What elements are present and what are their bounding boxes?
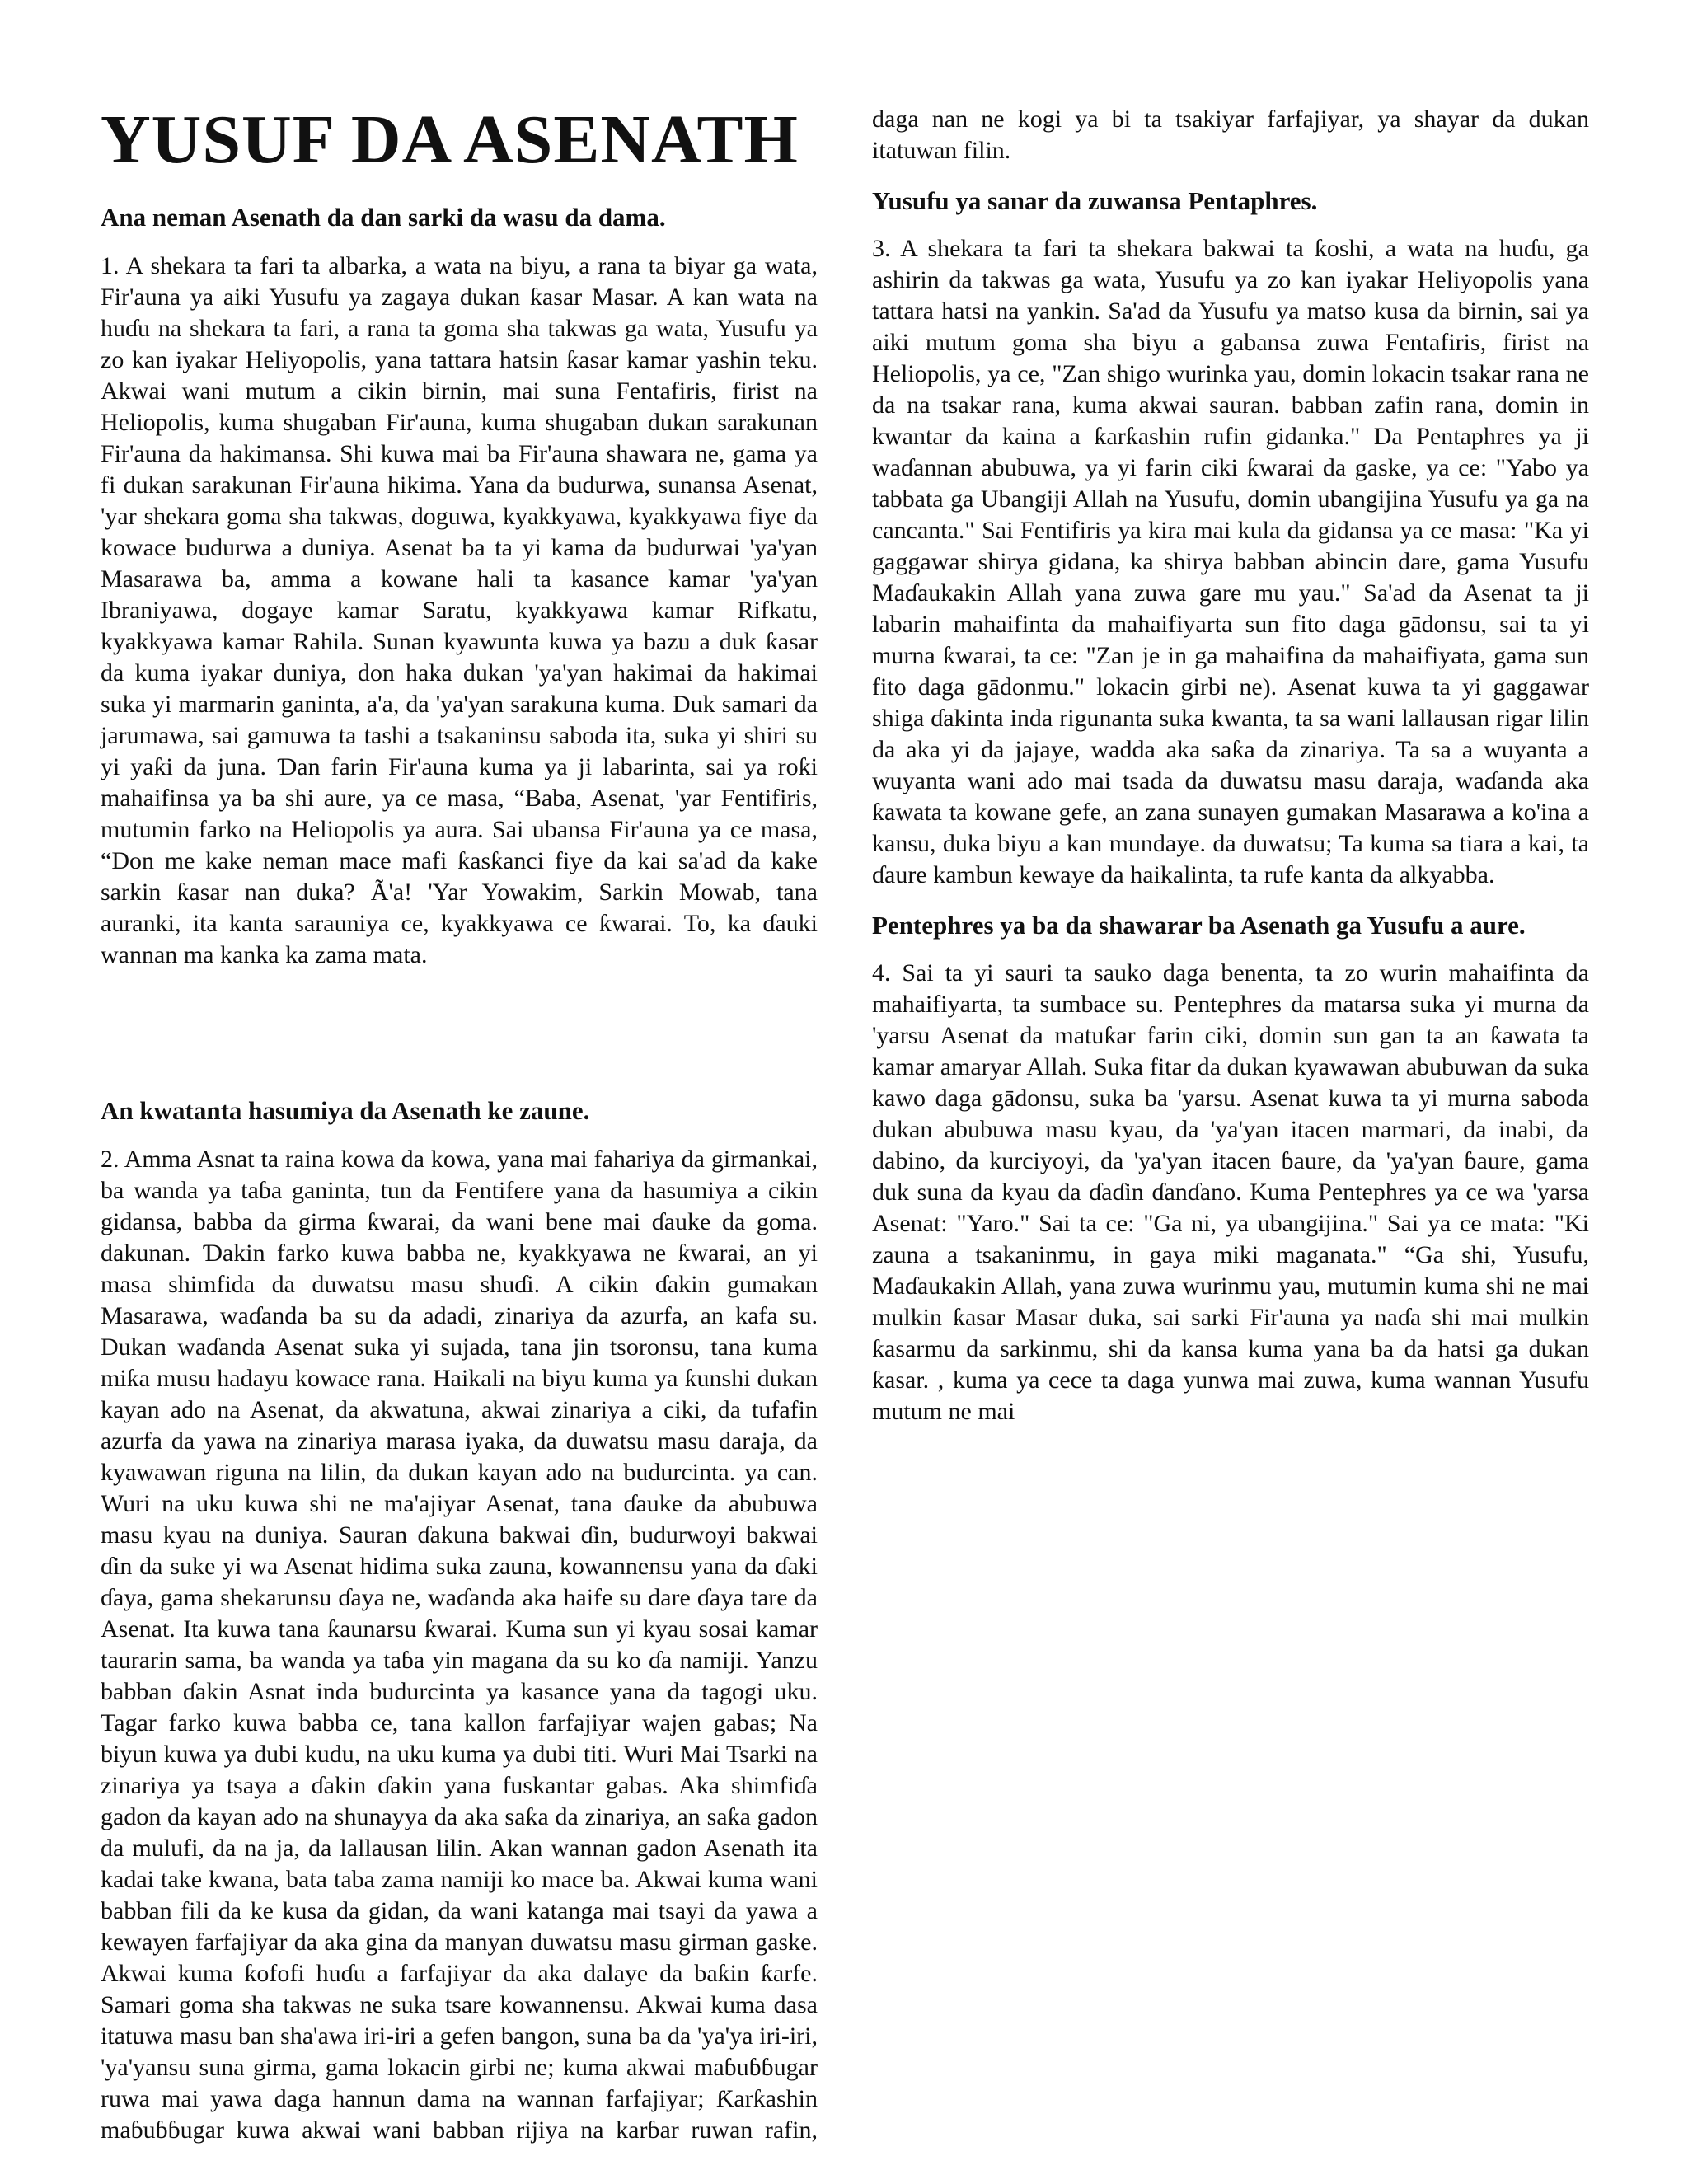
section-paragraph-4: 4. Sai ta yi sauri ta sauko daga benenta, ta zo wurin mahaifinta da mahaifiyarta, ta sumbace su. Pentephres da matarsa suka yi murna da 'yarsu Asenat da matuƙar farin ciki, domin sun gan ta an ƙawata ta kamar amaryar Allah. Suka fitar da dukan kyawawan abubuwan da suka kawo daga gādonsu, suka ba 'yarsu. Asenat kuwa ta yi murna saboda dukan abubuwa masu kyau, da 'ya'yan itacen marmari, da inabi, da dabino, da kurciyoyi, da 'ya'yan itacen ɓaure, da 'ya'yan ɓaure, gama duk suna da kyau da ɗaɗin ɗanɗano. Kuma Pentephres ya ce wa 'yarsa Asenat: "Yaro." Sai ta ce: "Ga ni, ya ubangijina." Sai ya ce mata: "Ki zauna a tsakaninmu, in gaya miki maganata." “Ga shi, Yusufu, Maɗaukakin Allah, yana zuwa wurinmu yau, mutumin kuma shi ne mai mulkin ƙasar Masar duka, sai sarki Fir'auna ya naɗa shi mai mulkin ƙasarmu da sarkinmu, shi da kansa kuma yana ba da hatsi ga dukan ƙasar. , kuma ya cece ta daga yunwa mai zuwa, kuma wannan Yusufu mutum ne mai (872, 959, 1589, 1425)
section-paragraph-2: 2. Amma Asnat ta raina kowa da kowa, yana mai fahariya da girmankai, ba wanda ya taɓa ganinta, tun da Fentifere yana da hasumiya a cikin gidansa, babba da girma ƙwarai, da wani bene mai ɗauke da goma. dakunan. Ɗakin farko kuwa babba ne, kyakkyawa ne ƙwarai, an yi masa shimfida da duwatsu masu shuɗi. A cikin ɗakin gumakan Masarawa, waɗanda ba su da adadi, zinariya da azurfa, an kafa su. Dukan waɗanda Asenat suka yi sujada, tana jin tsoronsu, tana kuma miƙa musu hadayu kowace rana. Haikali na biyu kuma ya ƙunshi dukan kayan ado na Asenat, da akwatuna, akwai zinariya a ciki, da tufafin azurfa da yawa na zinariya marasa iyaka, da duwatsu masu daraja, da kyawawan riguna na lilin, da dukan kayan ado na budurcinta. ya can. Wuri na uku kuwa shi ne ma'ajiyar Asenat, tana ɗauke da abubuwa masu kyau na duniya. Sauran ɗakuna bakwai ɗin, budurwoyi bakwai ɗin da suke yi wa Asenat hidima suka zauna, kowannensu yana da ɗaki ɗaya, gama shekarunsu ɗaya ne, waɗanda aka haife su dare ɗaya tare da Asenat. Ita kuwa tana ƙaunarsu ƙwarai. Kuma sun yi kyau sosai kamar taurarin sama, ba wanda ya taɓa yin magana da su ko ɗa namiji. Yanzu babban ɗakin Asnat inda budurcinta ya kasance yana da tagogi uku. Tagar farko kuwa babba ce, tana kallon farfajiyar wajen gabas; Na biyun kuwa ya dubi kudu, na uku kuma ya dubi titi. Wuri Mai Tsarki na zinariya ya tsaya a ɗakin ɗakin yana fuskantar gabas. Aka shimfiɗa gadon da kayan ado na shunayya da aka saƙa da zinariya, an saƙa gadon da mulufi, da na ja, da lallausan lilin. Akan wannan gadon Asenath ita kadai take kwana, bata taba zama namiji ko mace ba. Akwai kuma wani babban fili da ke kusa da gidan, da wani katanga mai tsayi da yawa a kewayen farfajiyar da aka gina da manyan duwatsu masu girman gaske. Akwai kuma ƙofofi huɗu a farfajiyar da aka dalaye da baƙin ƙarfe. Samari goma sha takwas ne suka tsare kowannensu. Akwai kuma dasa itatuwa masu ban sha'awa iri-iri a gefen bangon, suna ba da 'ya'ya iri-iri, 'ya'yansu suna girma, gama lokacin girbi ne; kuma akwai maɓuɓɓugar ruwa mai yawa daga hannun dama na wannan farfajiyar; Ƙarƙashin maɓuɓɓugar kuwa akwai wani babban rijiya na karɓar ruwan rafin, (101, 1146, 818, 2144)
section-paragraph-1: 1. A shekara ta fari ta albarka, a wata na biyu, a rana ta biyar ga wata, Fir'auna ya aiki Yusufu ya zagaya dukan ƙasar Masar. A kan wata na huɗu na shekara ta fari, a rana ta goma sha takwas ga wata, Yusufu ya zo kan iyakar Heliyopolis, yana tattara hatsin ƙasar kamar yashin teku. Akwai wani mutum a cikin birnin, mai suna Fentafiris, firist na Heliopolis, kuma shugaban Fir'auna, kuma shugaban dukan sarakunan Fir'auna da hakimansa. Shi kuwa mai ba Fir'auna shawara ne, gama ya fi dukan sarakunan Fir'auna hikima. Yana da budurwa, sunansa Asenat, 'yar shekara goma sha takwas, doguwa, kyakkyawa, kyakkyawa fiye da kowace budurwa a duniya. Asenat ba ta yi kama da budurwai 'ya'yan Masarawa ba, amma a kowane hali ta kasance kamar 'ya'yan Ibraniyawa, dogaye kamar Saratu, kyakkyawa kamar Rifkatu, kyakkyawa kamar Rahila. Sunan kyawunta kuwa ya bazu a duk ƙasar da kuma iyakar duniya, don haka dukan 'ya'yan hakimai da hakimai suka yi marmarin ganinta, a'a, da 'ya'yan sarakuna kuma. Duk samari da jarumawa, sai gamuwa ta tashi a tsakaninsu saboda ita, suka yi shiri su yi yaƙi da juna. Ɗan farin Fir'auna kuma ya ji labarinta, sai ya roƙi mahaifinsa ya ba shi aure, ya ce masa, “Baba, Asenat, 'yar Fentifiris, mutumin farko na Heliopolis ya aura. Sai ubansa Fir'auna ya ce masa, “Don me kake neman mace mafi ƙasƙanci fiye da kai sa'ad da kake sarkin ƙasar nan duka? Ã'a! 'Yar Yowakim, Sarkin Mowab, tana auranki, ita kanta sarauniya ce, kyakkyawa ce ƙwarai. To, ka ɗauki wannan ma kanka ka zama mata. (101, 252, 818, 968)
section-heading-3: Yusufu ya sanar da zuwansa Pentaphres. (872, 186, 1318, 215)
section-heading-1: Ana neman Asenath da dan sarki da wasu da dama. (101, 203, 666, 232)
section-paragraph-2-continued: daga nan ne kogi ya bi ta tsakiyar farfajiyar, ya shayar da dukan itatuwan filin. (872, 105, 1589, 164)
section-paragraph-3: 3. A shekara ta fari ta shekara bakwai ta ƙoshi, a wata na huɗu, ga ashirin da takwas ga wata, Yusufu ya zo kan iyakar Heliyopolis yana tattara hatsi na yankin. Sa'ad da Yusufu ya matso kusa da birnin, sai ya aiki mutum goma sha biyu a gabansa zuwa Fentafiris, firist na Heliopolis, ya ce, "Zan shigo wurinka yau, domin lokacin tsakar rana ne da na tsakar rana, kuma akwai sauran. babban zafin rana, domin in kwantar da kaina a ƙarƙashin rufin gidanka." Da Pentaphres ya ji waɗannan abubuwa, ya yi farin ciki ƙwarai da gaske, ya ce: "Yabo ya tabbata ga Ubangiji Allah na Yusufu, domin ubangijina Yusufu ya ga na cancanta." Sai Fentifiris ya kira mai kula da gidansa ya ce masa: "Ka yi gaggawar shirya gidana, ka shirya babban abincin dare, gama Yusufu Maɗaukakin Allah yana zuwa gare mu yau." Sa'ad da Asenat ta ji labarin mahaifinta da mahaifiyarta sun fito daga gādonsu, sai ta yi murna ƙwarai, ta ce: "Zan je in ga mahaifina da mahaifiyata, gama sun fito daga gādonmu." lokacin girbi ne). Asenat kuwa ta yi gaggawar shiga ɗakinta inda rigunanta suka kwanta, ta sa wani lallausan rigar lilin da aka yi da jajaye, wadda aka saƙa da zinariya. Ta sa a wuyanta a wuyanta wani ado mai tsada da duwatsu masu daraja, waɗanda aka ƙawata ta kowane gefe, an zana sunayen gumakan Masarawa a ko'ina a kansu, duka biyu a kan mundaye. da duwatsu; Ta kuma sa tiara a kai, ta ɗaure kambun kewaye da haikalinta, ta rufe kanta da alkyabba. (872, 235, 1589, 888)
section-heading-4: Pentephres ya ba da shawarar ba Asenath ga Yusufu a aure. (872, 911, 1526, 940)
section-heading-2: An kwatanta hasumiya da Asenath ke zaune. (101, 1096, 590, 1125)
page-title: YUSUF DA ASENATH (101, 101, 799, 178)
